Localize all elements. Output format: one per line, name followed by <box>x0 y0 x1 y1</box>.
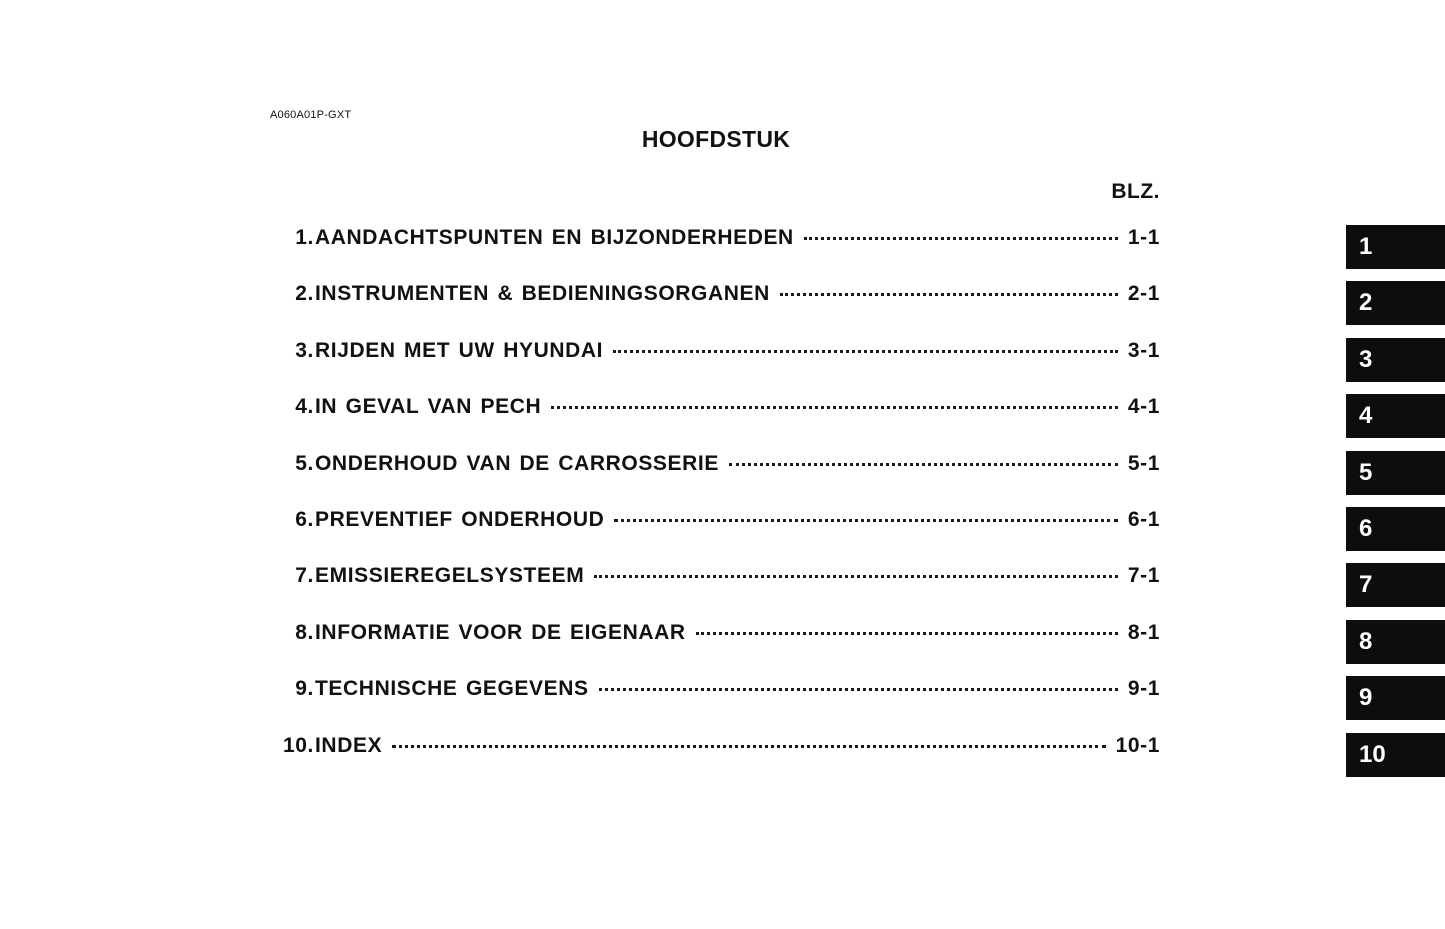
toc-entry-3[interactable] <box>268 339 1160 383</box>
toc-entry-6[interactable] <box>268 508 1160 552</box>
toc-number: 5. <box>295 451 314 475</box>
toc-page[interactable]: 9-1 <box>1127 677 1160 701</box>
chapter-tab-6[interactable]: 6 <box>1346 507 1445 551</box>
toc-entry-4[interactable] <box>268 395 1160 439</box>
toc-page[interactable]: 4-1 <box>1127 395 1160 419</box>
toc-page[interactable]: 5-1 <box>1127 451 1160 475</box>
toc-page[interactable]: 10-1 <box>1115 733 1160 757</box>
document-code: A060A01P-GXT <box>270 109 352 121</box>
dot-leader <box>594 575 1118 578</box>
toc-label[interactable]: RIJDEN MET UW HYUNDAI <box>315 338 604 362</box>
toc-label[interactable]: AANDACHTSPUNTEN EN BIJZONDERHEDEN <box>315 226 794 249</box>
dot-leader <box>804 237 1118 240</box>
toc-label[interactable]: PREVENTIEF ONDERHOUD <box>315 507 605 531</box>
chapter-tabs <box>1346 225 1445 789</box>
toc-number: 4. <box>295 395 314 419</box>
toc-entry-5[interactable] <box>268 452 1160 496</box>
toc-label[interactable]: INSTRUMENTEN & BEDIENINGSORGANEN <box>315 282 770 306</box>
dot-leader <box>780 293 1118 296</box>
dot-leader <box>696 632 1118 635</box>
toc-page[interactable]: 1-1 <box>1127 226 1160 249</box>
toc-label[interactable]: EMISSIEREGELSYSTEEM <box>315 564 585 588</box>
table-of-contents <box>268 226 1160 790</box>
chapter-tab-8[interactable]: 8 <box>1346 620 1445 664</box>
dot-leader <box>729 463 1118 466</box>
toc-number: 9. <box>295 677 314 701</box>
dot-leader <box>392 745 1105 748</box>
toc-number: 6. <box>295 507 314 531</box>
toc-entry-10[interactable] <box>268 734 1160 778</box>
toc-number: 7. <box>295 564 314 588</box>
toc-label[interactable]: IN GEVAL VAN PECH <box>315 395 542 419</box>
chapter-tab-3[interactable]: 3 <box>1346 338 1445 382</box>
toc-label[interactable]: TECHNISCHE GEGEVENS <box>315 677 589 701</box>
page-title: HOOFDSTUK <box>641 126 791 152</box>
page-column-header: BLZ. <box>1111 180 1160 203</box>
toc-entry-1[interactable] <box>268 226 1160 270</box>
dot-leader <box>551 406 1118 409</box>
toc-number: 2. <box>295 282 314 306</box>
toc-entry-2[interactable] <box>268 282 1160 326</box>
toc-number: 1. <box>295 226 314 249</box>
toc-label[interactable]: ONDERHOUD VAN DE CARROSSERIE <box>315 451 719 475</box>
toc-page[interactable]: 2-1 <box>1127 282 1160 306</box>
chapter-tab-5[interactable]: 5 <box>1346 451 1445 495</box>
toc-entry-8[interactable] <box>268 621 1160 665</box>
chapter-tab-4[interactable]: 4 <box>1346 394 1445 438</box>
toc-page[interactable]: 6-1 <box>1127 507 1160 531</box>
toc-number: 10. <box>283 733 314 757</box>
toc-entry-9[interactable] <box>268 677 1160 721</box>
toc-label[interactable]: INDEX <box>315 733 383 757</box>
toc-number: 3. <box>295 338 314 362</box>
chapter-tab-1[interactable]: 1 <box>1346 225 1445 269</box>
toc-page[interactable]: 7-1 <box>1127 564 1160 588</box>
chapter-tab-7[interactable]: 7 <box>1346 563 1445 607</box>
toc-number: 8. <box>295 620 314 644</box>
chapter-tab-2[interactable]: 2 <box>1346 281 1445 325</box>
toc-label[interactable]: INFORMATIE VOOR DE EIGENAAR <box>315 620 686 644</box>
toc-page[interactable]: 8-1 <box>1127 620 1160 644</box>
toc-page[interactable]: 3-1 <box>1127 338 1160 362</box>
chapter-tab-10[interactable]: 10 <box>1346 733 1445 777</box>
dot-leader <box>613 350 1118 353</box>
toc-entry-7[interactable] <box>268 564 1160 608</box>
dot-leader <box>599 688 1118 691</box>
dot-leader <box>614 519 1117 522</box>
chapter-tab-9[interactable]: 9 <box>1346 676 1445 720</box>
